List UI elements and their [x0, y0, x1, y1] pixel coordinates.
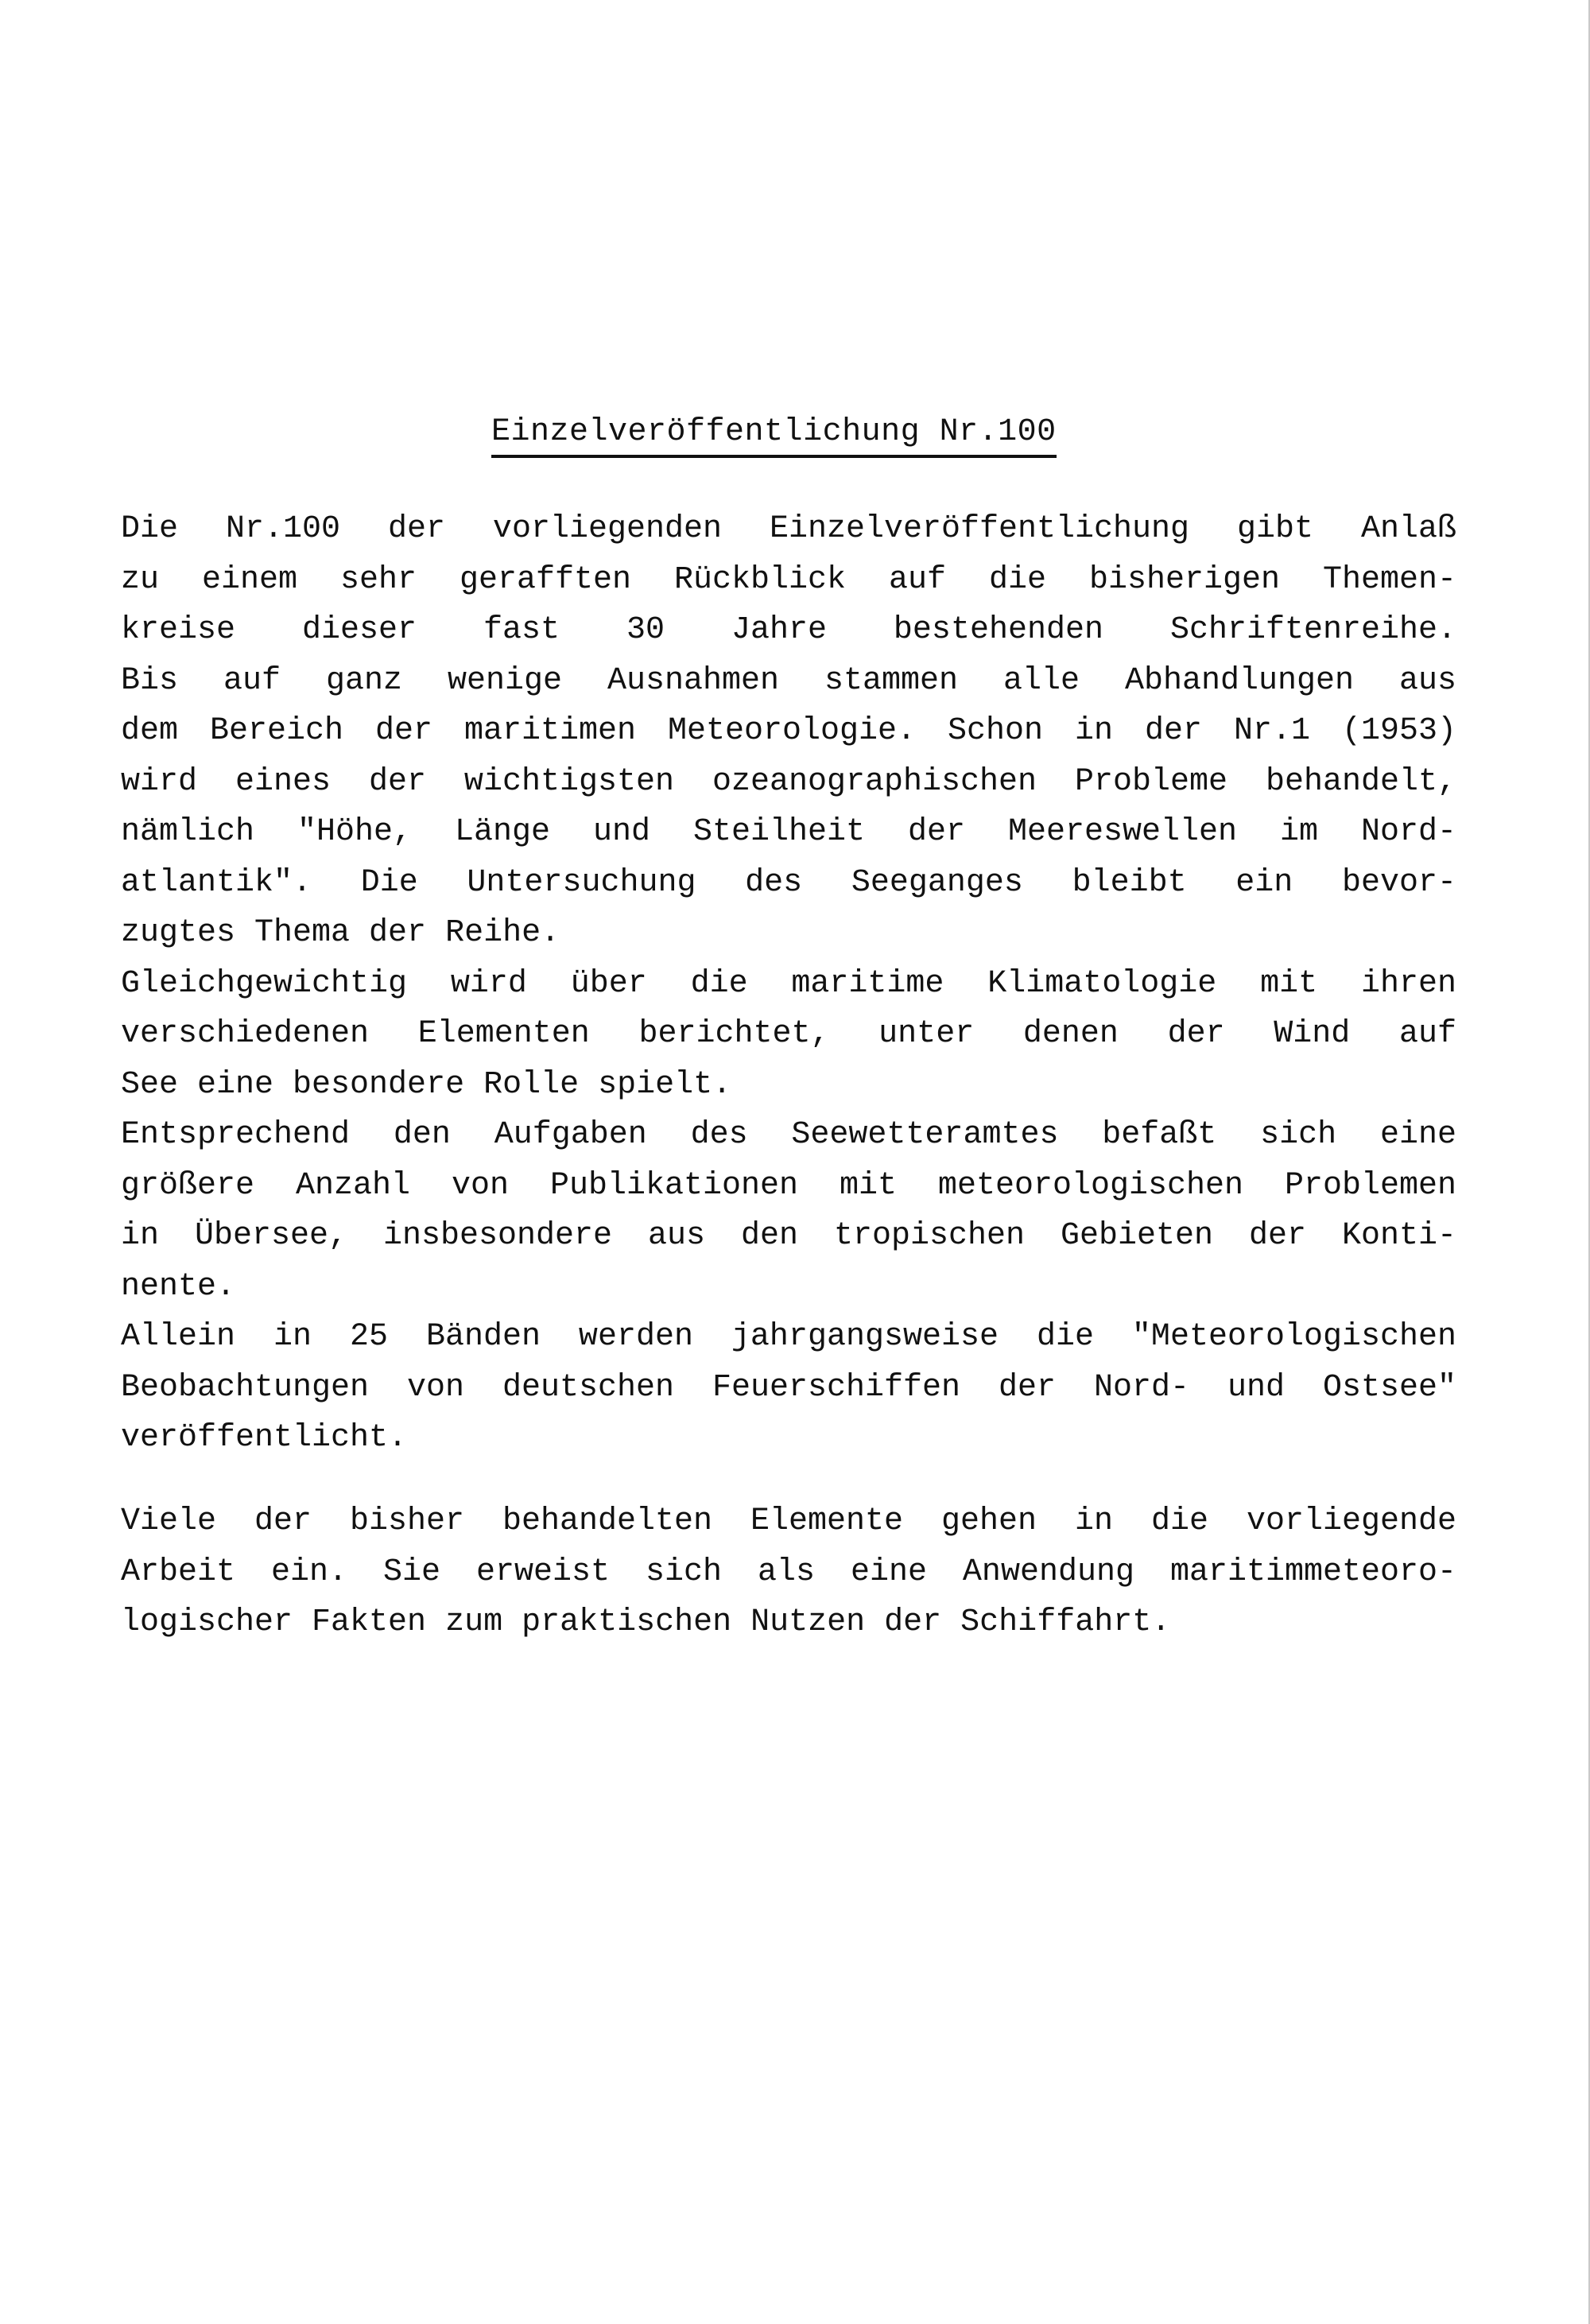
text-line: Arbeit ein. Sie erweist sich als eine Anwendung maritimmeteoro- — [121, 1554, 1456, 1590]
text-line: dem Bereich der maritimen Meteorologie. Schon in der Nr.1 (1953) — [121, 713, 1456, 749]
text-line: See eine besondere Rolle spielt. — [121, 1066, 732, 1103]
text-line: kreise dieser fast 30 Jahre bestehenden Schriftenreihe. — [121, 612, 1456, 648]
text-line: Entsprechend den Aufgaben des Seewetteramtes befaßt sich eine — [121, 1117, 1456, 1153]
text-line: wird eines der wichtigsten ozeanographischen Probleme behandelt, — [121, 763, 1456, 800]
text-line: Viele der bisher behandelten Elemente gehen in die vorliegende — [121, 1503, 1456, 1539]
document-title: Einzelveröffentlichung Nr.100 — [491, 412, 1057, 458]
text-line: zu einem sehr gerafften Rückblick auf die bisherigen Themen- — [121, 561, 1456, 598]
text-line: zugtes Thema der Reihe. — [121, 915, 560, 951]
text-line: in Übersee, insbesondere aus den tropischen Gebieten der Konti- — [121, 1218, 1456, 1254]
text-line: logischer Fakten zum praktischen Nutzen der Schiffahrt. — [121, 1604, 1171, 1640]
text-line: atlantik". Die Untersuchung des Seeganges bleibt ein bevor- — [121, 864, 1456, 901]
text-line: Bis auf ganz wenige Ausnahmen stammen alle Abhandlungen aus — [121, 662, 1456, 699]
text-line: veröffentlicht. — [121, 1420, 408, 1456]
text-line: Die Nr.100 der vorliegenden Einzelveröffentlichung gibt Anlaß — [121, 511, 1456, 547]
text-line: nämlich "Höhe, Länge und Steilheit der Meereswellen im Nord- — [121, 814, 1456, 850]
text-line: größere Anzahl von Publikationen mit meteorologischen Problemen — [121, 1167, 1456, 1204]
text-line: Gleichgewichtig wird über die maritime Klimatologie mit ihren — [121, 965, 1456, 1002]
text-line: Beobachtungen von deutschen Feuerschiffen der Nord- und Ostsee" — [121, 1369, 1456, 1406]
body-text — [121, 504, 1456, 1648]
text-line: nente. — [121, 1268, 236, 1305]
text-line: verschiedenen Elementen berichtet, unter denen der Wind auf — [121, 1016, 1456, 1052]
text-line: Allein in 25 Bänden werden jahrgangsweise die "Meteorologischen — [121, 1319, 1456, 1355]
